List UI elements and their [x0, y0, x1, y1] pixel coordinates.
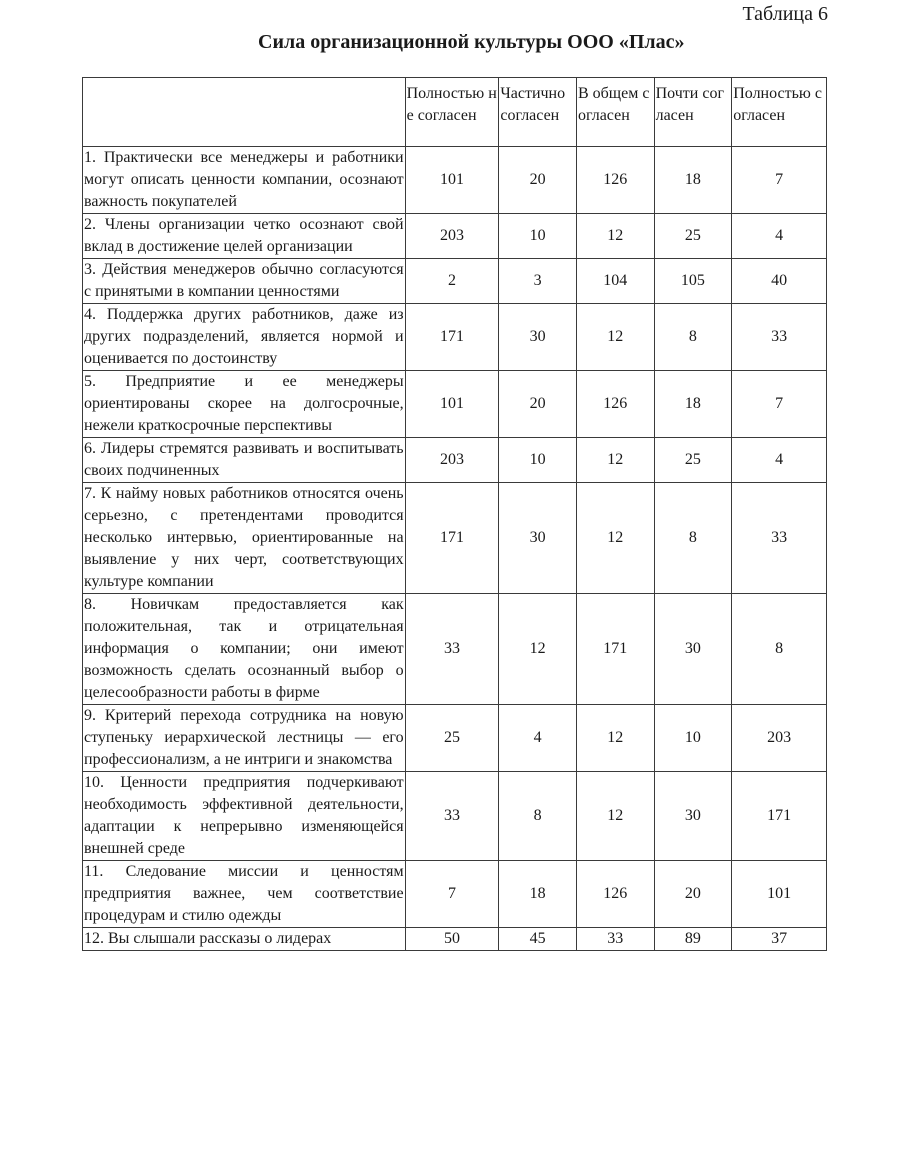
value-cell-fully-disagree: 50: [405, 928, 499, 951]
criterion-cell: 5. Предприятие и ее менеджеры ориентированы скорее на долгосрочные, нежели краткосрочные перспективы: [83, 371, 406, 438]
column-header-almost-agree: Почти согласен: [654, 78, 732, 147]
value-cell-fully-agree: 7: [732, 147, 827, 214]
value-cell-fully-agree: 37: [732, 928, 827, 951]
value-cell-generally-agree: 12: [576, 705, 654, 772]
table-header-row: [83, 78, 827, 147]
table-row: [83, 259, 827, 304]
table-number-label: Таблица 6: [742, 3, 828, 25]
column-header-generally-agree: В общем согласен: [576, 78, 654, 147]
value-cell-almost-agree: 105: [654, 259, 732, 304]
value-cell-generally-agree: 12: [576, 438, 654, 483]
table-row: [83, 928, 827, 951]
criterion-cell: 12. Вы слышали рассказы о лидерах: [83, 928, 406, 951]
value-cell-fully-agree: 203: [732, 705, 827, 772]
value-cell-fully-disagree: 2: [405, 259, 499, 304]
criterion-cell: 9. Критерий перехода сотрудника на новую ступеньку иерархической лестницы — его профессионализм, а не интриги и знакомства: [83, 705, 406, 772]
table-body: [83, 147, 827, 951]
value-cell-partially-agree: 8: [499, 772, 577, 861]
table-row: [83, 594, 827, 705]
value-cell-almost-agree: 10: [654, 705, 732, 772]
value-cell-fully-agree: 4: [732, 438, 827, 483]
value-cell-generally-agree: 126: [576, 861, 654, 928]
value-cell-fully-disagree: 171: [405, 483, 499, 594]
value-cell-partially-agree: 10: [499, 438, 577, 483]
value-cell-fully-agree: 4: [732, 214, 827, 259]
value-cell-generally-agree: 33: [576, 928, 654, 951]
value-cell-partially-agree: 10: [499, 214, 577, 259]
value-cell-fully-disagree: 171: [405, 304, 499, 371]
table-row: [83, 371, 827, 438]
value-cell-fully-agree: 7: [732, 371, 827, 438]
table-row: [83, 304, 827, 371]
criterion-cell: 8. Новичкам предоставляется как положительная, так и отрицательная информация о компании; они имеют возможность сделать осознанный выбор о целесообразности работы в фирме: [83, 594, 406, 705]
value-cell-almost-agree: 89: [654, 928, 732, 951]
column-header-partially-agree: Частично согласен: [499, 78, 577, 147]
value-cell-partially-agree: 30: [499, 304, 577, 371]
value-cell-fully-agree: 33: [732, 304, 827, 371]
table-row: [83, 861, 827, 928]
value-cell-partially-agree: 20: [499, 371, 577, 438]
value-cell-partially-agree: 20: [499, 147, 577, 214]
table-row: [83, 772, 827, 861]
criterion-cell: 11. Следование миссии и ценностям предприятия важнее, чем соответствие процедурам и стилю одежды: [83, 861, 406, 928]
criterion-cell: 2. Члены организации четко осознают свой вклад в достижение целей организации: [83, 214, 406, 259]
criterion-cell: 7. К найму новых работников относятся очень серьезно, с претендентами проводится несколько интервью, ориентированные на выявление у них черт, соответствующих культуре компании: [83, 483, 406, 594]
value-cell-almost-agree: 20: [654, 861, 732, 928]
value-cell-fully-disagree: 33: [405, 772, 499, 861]
value-cell-fully-disagree: 33: [405, 594, 499, 705]
culture-strength-table: [82, 77, 827, 951]
criterion-cell: 10. Ценности предприятия подчеркивают необходимость эффективной деятельности, адаптации к непрерывно изменяющейся внешней среде: [83, 772, 406, 861]
table-row: [83, 438, 827, 483]
value-cell-almost-agree: 25: [654, 438, 732, 483]
value-cell-generally-agree: 12: [576, 483, 654, 594]
table-row: [83, 147, 827, 214]
value-cell-generally-agree: 12: [576, 214, 654, 259]
value-cell-generally-agree: 12: [576, 304, 654, 371]
value-cell-almost-agree: 8: [654, 304, 732, 371]
criterion-cell: 4. Поддержка других работников, даже из других подразделений, является нормой и оценивается по достоинству: [83, 304, 406, 371]
value-cell-partially-agree: 45: [499, 928, 577, 951]
value-cell-generally-agree: 12: [576, 772, 654, 861]
value-cell-fully-disagree: 203: [405, 438, 499, 483]
value-cell-fully-disagree: 101: [405, 371, 499, 438]
value-cell-generally-agree: 126: [576, 147, 654, 214]
value-cell-almost-agree: 30: [654, 594, 732, 705]
table-row: [83, 214, 827, 259]
value-cell-fully-agree: 33: [732, 483, 827, 594]
value-cell-generally-agree: 104: [576, 259, 654, 304]
table-row: [83, 705, 827, 772]
value-cell-almost-agree: 30: [654, 772, 732, 861]
value-cell-partially-agree: 4: [499, 705, 577, 772]
column-header-fully-agree: Полностью согласен: [732, 78, 827, 147]
value-cell-fully-disagree: 25: [405, 705, 499, 772]
value-cell-fully-agree: 40: [732, 259, 827, 304]
value-cell-fully-agree: 171: [732, 772, 827, 861]
value-cell-almost-agree: 25: [654, 214, 732, 259]
value-cell-fully-disagree: 101: [405, 147, 499, 214]
value-cell-partially-agree: 3: [499, 259, 577, 304]
value-cell-partially-agree: 30: [499, 483, 577, 594]
value-cell-almost-agree: 8: [654, 483, 732, 594]
value-cell-almost-agree: 18: [654, 371, 732, 438]
corner-header-cell: [83, 78, 406, 147]
value-cell-generally-agree: 171: [576, 594, 654, 705]
criterion-cell: 6. Лидеры стремятся развивать и воспитывать своих подчиненных: [83, 438, 406, 483]
column-header-fully-disagree: Полностью не согласен: [405, 78, 499, 147]
value-cell-generally-agree: 126: [576, 371, 654, 438]
value-cell-partially-agree: 12: [499, 594, 577, 705]
table-title: Сила организационной культуры ООО «Плас»: [258, 31, 685, 53]
criterion-cell: 3. Действия менеджеров обычно согласуются с принятыми в компании ценностями: [83, 259, 406, 304]
value-cell-fully-agree: 101: [732, 861, 827, 928]
value-cell-almost-agree: 18: [654, 147, 732, 214]
value-cell-fully-disagree: 203: [405, 214, 499, 259]
table-row: [83, 483, 827, 594]
value-cell-partially-agree: 18: [499, 861, 577, 928]
value-cell-fully-agree: 8: [732, 594, 827, 705]
criterion-cell: 1. Практически все менеджеры и работники могут описать ценности компании, осознают важность покупателей: [83, 147, 406, 214]
value-cell-fully-disagree: 7: [405, 861, 499, 928]
